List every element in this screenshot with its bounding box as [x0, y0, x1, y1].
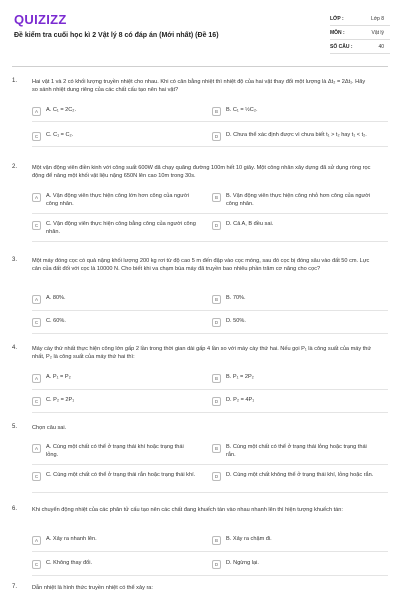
option-text: C. C₁ = C₂. [46, 132, 74, 138]
option-text: B. Xảy ra chậm đi. [226, 536, 272, 542]
option-letter-box: A [32, 193, 41, 202]
option-text: B. C₁ = ½C₂. [226, 107, 258, 113]
question-number: 4. [12, 345, 18, 351]
option-text: C. 60%. [46, 318, 66, 324]
option-row-divider [32, 412, 388, 413]
option-row-divider [32, 551, 388, 552]
option-letter-box: D [212, 132, 221, 141]
option-text: B. 70%. [226, 295, 246, 301]
option-text: A. Vận động viên thực hiện công lớn hơn công của người công nhân. [46, 193, 189, 207]
option-letter-box: B [212, 536, 221, 545]
option-letter-box: B [212, 374, 221, 383]
option-text: B. Vận động viên thực hiện công nhỏ hơn công của người công nhân. [226, 193, 371, 207]
option-text: C. Vận động viên thực hiện công bằng công của người công nhân. [46, 221, 196, 235]
option-text: D. 50%. [226, 318, 246, 324]
option-text: D. Cả A, B đều sai. [226, 221, 274, 227]
option-text: C. Cùng một chất có thể ở trạng thái rắn hoặc trạng thái khí. [46, 472, 196, 478]
question-number: 1. [12, 78, 18, 84]
option-text: B. Cùng một chất có thể ở trạng thái lỏng hoặc trạng thái rắn. [226, 444, 367, 458]
option-letter-box: C [32, 560, 41, 569]
option-text: D. Chưa thể xác định được vì chưa biết t₁ > t₂ hay t₁ < t₂. [226, 132, 367, 138]
option-row-divider [32, 333, 388, 334]
option-letter-box: D [212, 472, 221, 481]
option-text: D. Cùng một chất không thể ở trạng thái khí, lỏng hoặc rắn. [226, 472, 374, 478]
option-text: C. P₂ = 2P₁ [46, 397, 75, 403]
meta-key: SỐ CÂU : [330, 43, 353, 50]
option-letter-box: A [32, 536, 41, 545]
meta-key: MÔN : [330, 29, 345, 36]
question-text: Chọn câu sai. [32, 425, 67, 431]
option-text: A. P₁ = P₂ [46, 374, 71, 380]
meta-value: Vật lý [371, 29, 384, 36]
meta-key: LỚP : [330, 15, 344, 22]
option-letter-box: A [32, 295, 41, 304]
question-text: Một máy đóng cọc có quả nặng khối lượng 200 kg rơi từ độ cao 5 m đến đập vào cọc móng, sau đó cọc bị đóng sâu vào đất 50 cm. Lực cản của đất đối với cọc là 10000 N. Cho biết khi va chạm búa máy đã truyền bao nhiêu phần trăm cơ năng cho cọc? [32, 258, 370, 272]
option-letter-box: A [32, 444, 41, 453]
question-text: Hai vật 1 và 2 có khối lượng truyền nhiệt cho nhau. Khi có cân bằng nhiệt thì nhiệt độ của hai vật thay đổi một lượng là Δt₂ = 2Δt₁. Hãy so sánh nhiệt dung riêng của các chất cấu tạo nên hai vật? [32, 79, 366, 93]
option-letter-box: D [212, 560, 221, 569]
option-letter-box: D [212, 318, 221, 327]
meta-value: 40 [378, 43, 384, 50]
option-row-divider [32, 213, 388, 214]
option-letter-box: A [32, 374, 41, 383]
question-number: 6. [12, 506, 18, 512]
option-row-divider [32, 146, 388, 147]
option-text: D. Ngừng lại. [226, 560, 259, 566]
option-row-divider [32, 121, 388, 122]
option-row-divider [32, 389, 388, 390]
question-number: 2. [12, 164, 18, 170]
option-letter-box: B [212, 193, 221, 202]
option-text: A. C₁ = 2C₂. [46, 107, 77, 113]
option-letter-box: C [32, 318, 41, 327]
option-text: A. Cùng một chất có thể ở trạng thái khí hoặc trạng thái lỏng. [46, 444, 184, 458]
quizizz-logo: QUIZIZZ [14, 12, 67, 27]
option-letter-box: A [32, 107, 41, 116]
meta-table [330, 12, 390, 54]
option-letter-box: B [212, 107, 221, 116]
option-text: C. Không thay đổi. [46, 560, 93, 566]
header-divider [12, 66, 388, 67]
option-letter-box: B [212, 444, 221, 453]
option-letter-box: C [32, 397, 41, 406]
option-text: A. Xảy ra nhanh lên. [46, 536, 97, 542]
option-row-divider [32, 241, 388, 242]
option-letter-box: D [212, 221, 221, 230]
option-row-divider [32, 575, 388, 576]
meta-row-count [330, 40, 390, 54]
option-text: B. P₁ = 2P₂ [226, 374, 254, 380]
header [0, 0, 400, 62]
meta-value: Lớp 8 [370, 15, 384, 22]
question-text: Máy cày thứ nhất thực hiện công lớn gấp 2 lần trong thời gian dài gấp 4 lần so với máy cày thứ hai. Nếu gọi P₁ là công suất của máy thứ nhất, P₂ là công suất của máy thứ hai thì: [32, 346, 372, 360]
page-title: Đề kiểm tra cuối học kì 2 Vật lý 8 có đáp án (Mới nhất) (Đề 16) [14, 32, 219, 39]
question-number: 5. [12, 424, 18, 430]
option-text: D. P₂ = 4P₁ [226, 397, 255, 403]
option-row-divider [32, 492, 388, 493]
question-text: Một vận động viên điền kinh với công suất 600W đã chạy quãng đường 100m hết 10 giây. Một công nhân xây dựng đã sử dụng ròng rọc động để nâng một khối vật liệu nặng 650N lên cao 10m trong 30s. [32, 165, 371, 179]
option-letter-box: D [212, 397, 221, 406]
question-text: Khi chuyển động nhiệt của các phân tử cấu tạo nên các chất đang khuếch tán vào nhau nhanh lên thì hiện tượng khuếch tán: [32, 507, 343, 513]
question-text: Dẫn nhiệt là hình thức truyền nhiệt có thể xảy ra: [32, 585, 153, 591]
option-letter-box: B [212, 295, 221, 304]
question-number: 7. [12, 584, 18, 590]
option-letter-box: C [32, 132, 41, 141]
question-number: 3. [12, 257, 18, 263]
option-text: A. 80%. [46, 295, 66, 301]
option-row-divider [32, 310, 388, 311]
meta-row-class [330, 12, 390, 26]
option-row-divider [32, 464, 388, 465]
option-letter-box: C [32, 472, 41, 481]
option-letter-box: C [32, 221, 41, 230]
meta-row-subject [330, 26, 390, 40]
